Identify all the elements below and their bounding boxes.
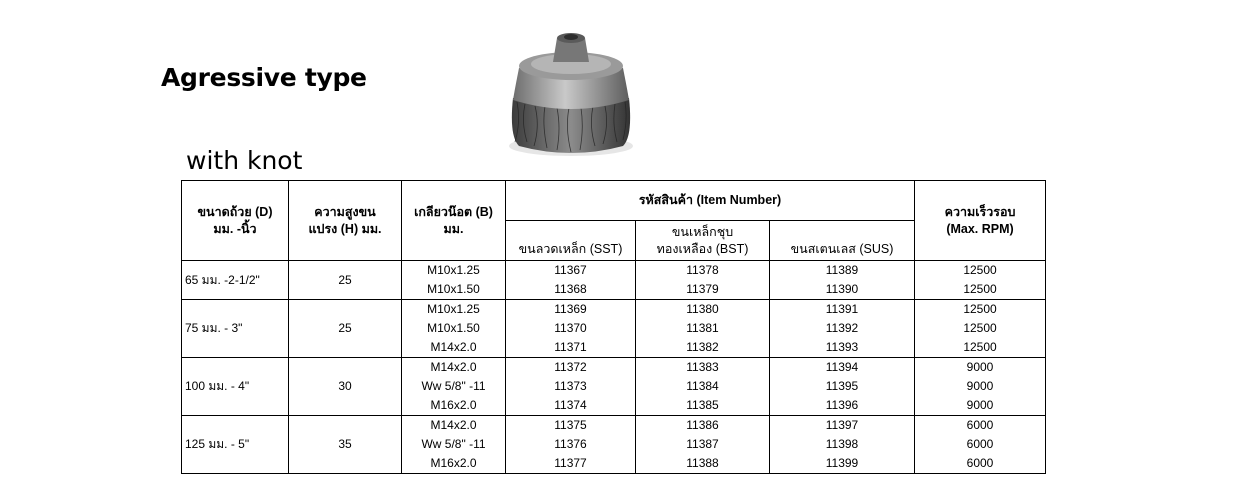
sus-cell: 11396 — [770, 396, 915, 416]
rpm-cell: 12500 — [915, 338, 1046, 358]
header-sus: ขนสเตนเลส (SUS) — [770, 221, 915, 261]
size-cell: 100 มม. - 4" — [182, 358, 289, 416]
sus-cell: 11393 — [770, 338, 915, 358]
height-cell: 25 — [289, 261, 402, 300]
header-bst: ขนเหล็กชุบ ทองเหลือง (BST) — [636, 221, 770, 261]
thread-cell: M10x1.50 — [402, 319, 506, 338]
sus-cell: 11394 — [770, 358, 915, 378]
table-row — [182, 416, 1046, 436]
bst-cell: 11380 — [636, 300, 770, 320]
bst-cell: 11388 — [636, 454, 770, 474]
rpm-cell: 9000 — [915, 358, 1046, 378]
rpm-cell: 9000 — [915, 396, 1046, 416]
sst-cell: 11373 — [506, 377, 636, 396]
sst-cell: 11374 — [506, 396, 636, 416]
bst-cell: 11379 — [636, 280, 770, 300]
page-title: Agressive type — [161, 63, 367, 92]
thread-cell: M16x2.0 — [402, 454, 506, 474]
sus-cell: 11395 — [770, 377, 915, 396]
header-max-rpm: ความเร็วรอบ (Max. RPM) — [915, 181, 1046, 261]
size-cell: 125 มม. - 5" — [182, 416, 289, 474]
sst-cell: 11376 — [506, 435, 636, 454]
rpm-cell: 12500 — [915, 300, 1046, 320]
sst-cell: 11369 — [506, 300, 636, 320]
thread-cell: M10x1.50 — [402, 280, 506, 300]
table-row — [182, 300, 1046, 320]
thread-cell: M14x2.0 — [402, 358, 506, 378]
rpm-cell: 9000 — [915, 377, 1046, 396]
height-cell: 30 — [289, 358, 402, 416]
section-subtitle: with knot — [186, 146, 303, 175]
rpm-cell: 6000 — [915, 435, 1046, 454]
bst-cell: 11382 — [636, 338, 770, 358]
thread-cell: M10x1.25 — [402, 300, 506, 320]
sus-cell: 11392 — [770, 319, 915, 338]
header-thread: เกลียวน๊อต (B) มม. — [402, 181, 506, 261]
thread-cell: M14x2.0 — [402, 416, 506, 436]
rpm-cell: 12500 — [915, 319, 1046, 338]
sus-cell: 11397 — [770, 416, 915, 436]
sst-cell: 11371 — [506, 338, 636, 358]
sus-cell: 11389 — [770, 261, 915, 281]
table-row — [182, 358, 1046, 378]
specification-table — [181, 180, 1046, 474]
thread-cell: M16x2.0 — [402, 396, 506, 416]
rpm-cell: 12500 — [915, 280, 1046, 300]
sus-cell: 11390 — [770, 280, 915, 300]
rpm-cell: 12500 — [915, 261, 1046, 281]
thread-cell: Ww 5/8" -11 — [402, 435, 506, 454]
thread-cell: M14x2.0 — [402, 338, 506, 358]
bst-cell: 11386 — [636, 416, 770, 436]
size-cell: 75 มม. - 3" — [182, 300, 289, 358]
table-row — [182, 261, 1046, 281]
sst-cell: 11368 — [506, 280, 636, 300]
sus-cell: 11391 — [770, 300, 915, 320]
bst-cell: 11378 — [636, 261, 770, 281]
sst-cell: 11375 — [506, 416, 636, 436]
rpm-cell: 6000 — [915, 416, 1046, 436]
sus-cell: 11399 — [770, 454, 915, 474]
sst-cell: 11370 — [506, 319, 636, 338]
bst-cell: 11384 — [636, 377, 770, 396]
bst-cell: 11383 — [636, 358, 770, 378]
height-cell: 35 — [289, 416, 402, 474]
rpm-cell: 6000 — [915, 454, 1046, 474]
height-cell: 25 — [289, 300, 402, 358]
bst-cell: 11387 — [636, 435, 770, 454]
thread-cell: M10x1.25 — [402, 261, 506, 281]
wire-cup-brush-image — [505, 18, 637, 158]
size-cell: 65 มม. -2-1/2" — [182, 261, 289, 300]
header-height: ความสูงขน แปรง (H) มม. — [289, 181, 402, 261]
sst-cell: 11367 — [506, 261, 636, 281]
bst-cell: 11381 — [636, 319, 770, 338]
header-sst: ขนลวดเหล็ก (SST) — [506, 221, 636, 261]
header-item-number: รหัสสินค้า (Item Number) — [506, 181, 915, 221]
thread-cell: Ww 5/8" -11 — [402, 377, 506, 396]
sst-cell: 11372 — [506, 358, 636, 378]
header-diameter: ขนาดถ้วย (D) มม. -นิ้ว — [182, 181, 289, 261]
bst-cell: 11385 — [636, 396, 770, 416]
sus-cell: 11398 — [770, 435, 915, 454]
sst-cell: 11377 — [506, 454, 636, 474]
